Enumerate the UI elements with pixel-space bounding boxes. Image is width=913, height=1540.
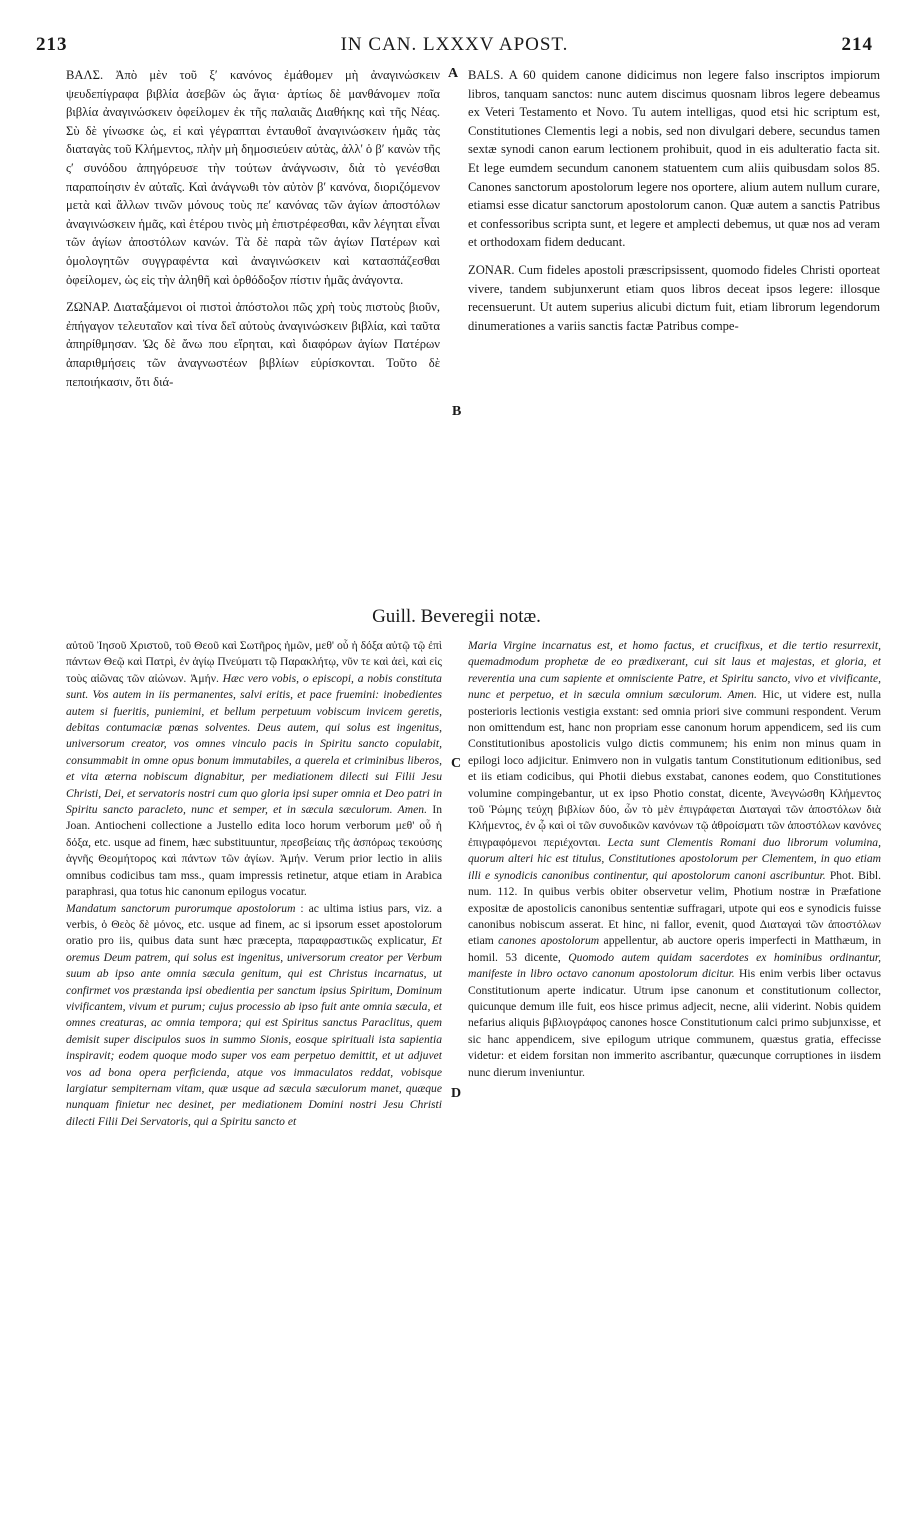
balsamon-greek: ΒΑΛΣ. Ἀπὸ μὲν τοῦ ξʹ κανόνος ἐμάθομεν μὴ ἀναγινώσκειν ψευδεπίγραφα βιβλία ἀσεβῶν ὡς ἅγια· ἀρτίως δὲ μανθάνομεν ποῖα βιβλία ἀναγινώσκειν ὀφείλομεν ἐκ τῆς παλαιᾶς Διαθήκης καὶ τῆς Νέας. Σὺ δὲ γίνωσκε ὡς, εἰ καὶ γέγραπται ἐνταυθοῖ ἀναγινώσκειν ἡμᾶς τὰς διαταγὰς τοῦ Κλήμεντος, πλὴν μὴ δημοσιεύειν αὐτὰς, ἀλλ' ὁ βʹ κανὼν τῆς ςʹ συνόδου ἀπηγόρευσε τὴν τούτων ἀνάγνωσιν, διὰ τὸ γενέσθαι παραποίησιν ἐν αὐταῖς. Καὶ ἀνάγνωθι τὸν αὐτὸν βʹ κανόνα, διοριζόμενον μετὰ καὶ ἄλλων τινῶν μόνους τοὺς πεʹ κανόνας τῶν ἁγίων ἀποστόλων ἀναγινώσκειν ἡμᾶς, καὶ ἑτέρου τινὸς μὴ ἐπιστρέφεσθαι, κἂν λέγηται εἶναι τῶν ἁγίων ἀποστόλων κανών. Τὰ δὲ παρὰ τῶν ἁγίων Πατέρων καὶ ὁμολογητῶν συγγραφέντα καὶ ἀναγινώσκειν καὶ κατασπάζεσθαι ὀφείλομεν, ὡς εἰς τὴν ἀληθῆ καὶ ὀρθόδοξον πίστιν ἡμᾶς ἀνάγοντα. — [66, 68, 440, 287]
notes-left-paragraph-1 — [66, 638, 442, 901]
photius-translation: Lecta sunt Clementis Romani duo librorum volumina, quorum alteri hic est titulus, Constitutiones apostolorum per Clementem, in quo etiam illi e synodicis canonibus continentur, qui apostolorum canoni ascribuntur. — [468, 835, 881, 882]
notes-left-paragraph-2 — [66, 901, 442, 1131]
margin-marker-d: D — [451, 1086, 462, 1101]
commentary-text: Phot. Bibl. num. 112. In quibus verbis obiter observetur velim, Photium nostræ in Præfatione expositæ de apostolicis canonibus sententiæ suffragari, utpote qui eos e synodicis fuisse canonibus nobiscum asserat. Et hinc, ni fallor, evenit, quod Διαταγαὶ τῶν ἀποστόλων etiam — [468, 868, 881, 948]
canones-apostolorum-italic: canones apostolorum — [498, 934, 600, 948]
page-header — [36, 34, 873, 58]
margin-marker-b: B — [452, 404, 462, 419]
notes-section-title: Guill. Beveregii notæ. — [372, 606, 541, 627]
zonaras-greek: ΖΩΝΑΡ. Διαταξάμενοι οἱ πιστοὶ ἀπόστολοι πῶς χρὴ τοὺς πιστοὺς βιοῦν, ἐπήγαγον τελευταῖον καὶ τίνα δεῖ αὐτοὺς ἀναγινώσκειν βιβλία, καὶ ταῦτα ἀπηρίθμησαν. Ὡς δὲ ἄνω που εἴρηται, καὶ διαφόρων ἁγίων Πατέρων ἀπαριθμήσεις τῶν ἀναγνωστέων βιβλίων εὑρίσκονται. Τοῦτο δὲ πεποιήκασιν, ὅτι διά- — [66, 300, 440, 389]
quotation-italic: Quomodo autem quidam sacerdotes ex hominibus ordinantur, manifeste in libro octavo canonum apostolorum dicitur. — [468, 950, 881, 981]
notes-right-column — [468, 638, 881, 1468]
page-number-right: 214 — [841, 34, 873, 55]
commentary-text: : ac ultima istius pars, viz. a verbis, ὁ Θεὸς δὲ μόνος, etc. usque ad finem, ac si ipsorum esset apostolorum oratio pro iis, quibus data sunt hæc præcepta, παραφραστικῶς explicatur, — [66, 901, 442, 948]
greek-doxology: αὐτοῦ Ἰησοῦ Χριστοῦ, τοῦ Θεοῦ καὶ Σωτῆρος ἡμῶν, μεθ' οὗ ἡ δόξα αὐτῷ τῷ ἐπὶ πάντων Θεῷ καὶ Πατρὶ, ἐν ἁγίῳ Πνεύματι τῷ Παρακλήτῳ, νῦν τε καὶ ἀεὶ, καὶ εἰς τοὺς αἰῶνας τῶν αἰώνων. Ἀμήν. — [66, 639, 442, 685]
running-head: IN CAN. LXXXV APOST. — [340, 34, 569, 55]
commentary-text: Hic, ut videre est, nulla posterioris lectionis vestigia exstant: sed omnia priori sive communi respondent. Verum non omittendum est, hanc non propriam esse canonum horum appendicem, sed iis cum Constitutionibus apostolicis vulgo dictis communem; his enim non minus quam in epilogi loco adjicitur. Enimvero non in vulgatis tantum Constitutionum editionibus, sed et iis etiam codicibus, qui Photii diebus exstabat, canones eodem, quo Constitutiones volumine compingebantur, ut ex ipso Photio constat, dicente, Ἀνεγνώσθη Κλήμεντος τοῦ Ῥώμης τεύχη βιβλίων δύο, ὧν τὸ μὲν ἐπιγράφεται Διαταγαὶ τῶν ἀποστόλων διὰ Κλήμεντος, ἐν ᾧ καὶ οἱ τῶν συνοδικῶν κανόνων τῷ ἀθροίσματι τῶν ἀποστόλων κανόνες ἐπιγραφόμενοι περιέχονται. — [468, 688, 881, 849]
page-number-left: 213 — [36, 34, 68, 55]
commentary-text: In Joan. Antiocheni collectione a Justello edita loco horum verborum μεθ' οὗ ἡ δόξα, etc. usque ad finem, hæc substituuntur, πρεσβείαις τῆς ἀσπόρως τεκούσης ἁγνῆς Θεομήτορος καὶ πάντων τῶν ἁγίων. Ἀμήν. Verum prior lectio in aliis omnibus codicibus tam mss., quam impressis retinetur, atque etiam in Arabica paraphrasi, qua totus hic canonum epilogus vocatur. — [66, 803, 442, 899]
arabic-title-italic: Mandatum sanctorum purorumque apostolorum — [66, 901, 296, 915]
greek-commentary-column — [66, 66, 440, 596]
commentary-text: His enim verbis liber octavus Constitutionum aperte indicatur. Utrum ipse canonum et constitutionum collector, quicunque demum ille fuit, eos hisce primus adjecit, necne, alii viderint. Nobis quidem nefarius aliquis βιβλιογράφος canones hosce Constitutionum calci primo subjunxisse, et sic hanc appendicem, sive epilogum utrique communem, quæstus gratia, effecisse videtur: et eidem forsitan non immerito ascribantur, quæcunque corruptiones in iisdem nunc dierum inveniuntur. — [468, 967, 881, 1079]
notes-left-column — [66, 638, 442, 1468]
margin-marker-c: C — [451, 756, 462, 771]
zonaras-latin: ZONAR. Cum fideles apostoli præscripsissent, quomodo fideles Christi oporteat vivere, tandem subjunxerunt etiam quos libros deceat ipsos legere: illosque recensuerunt. Ut autem superius alicubi dictum fuit, etiam librorum legendorum dinumerationes a variis sanctis factæ Patribus compe- — [468, 262, 880, 333]
latin-translation: Hæc vero vobis, o episcopi, a nobis constituta sunt. Vos autem in iis permanentes, salvi eritis, et pace fruemini: inobedientes autem si fueritis, puniemini, et bellum perpetuum vobiscum invicem geretis, debitas contumaciæ pœnas solventes. Deus autem, qui solus est ingenitus, universorum creator, vos omnes vinculo pacis in Spiritu sancto copulabit, consummabit in omne opus bonum immutabiles, a querela et criminibus liberos, et vita æterna nobiscum dignabitur, per mediationem dilecti sui Filii Jesu Christi, Dei, et servatoris nostri cum quo gloria ipsi super omnia et Deo patri in Spiritu sancto paracleto, nunc et semper, et in sæcula sæculorum. Amen. — [66, 671, 442, 817]
arabic-paraphrase-italic: Et oremus Deum patrem, qui solus est ingenitus, universorum creator per Verbum suum ab ipso ante omnia sæcula genitum, qui est Christus incarnatus, ut confirmet vos præstanda ipsi obedientia per sanctum ipsius Spiritum, Dominum vivificantem, vivum et purum; cujus processio ab ipso fuit ante omnia sæcula, et omnes creaturas, ac omnia tempora; qui est Spiritus sanctus Paraclitus, quem demisit super discipulos suos in summo Sionis, eosque spirituali ista sapientia inspiravit; eodem quoque modo super vos eam perpetuo demittit, et ut adjuvet vos ad bona opera perficienda, atque vos immaculatos reddat, vobisque largiatur sempiternam vitam, quæ usque ad sæcula sæculorum manet, quæque nunquam finietur nec desinet, per mediationem Domini nostri Jesu Christi dilecti Filii Dei Servatoris, qui a Spiritu sancto et — [66, 934, 442, 1128]
latin-commentary-column — [468, 66, 880, 596]
arabic-paraphrase-continued: Maria Virgine incarnatus est, et homo factus, et crucifixus, et die tertio resurrexit, quemadmodum prophetæ de eo prædixerant, cui sit laus et majestas, et gloria, et reverentia una cum sapiente et omnisciente Patre, et Spiritu sancto, vivo et vivificante, nunc et perpetuo, et in sæcula omnium sæculorum. Amen. — [468, 639, 881, 702]
commentary-text: appellentur, ab auctore operis imperfecti in Matthæum, in homil. 53 dicente, — [468, 934, 881, 964]
margin-marker-a: A — [448, 66, 459, 81]
balsamon-latin: BALS. A 60 quidem canone didicimus non legere falso inscriptos impiorum libros, tanquam sanctos: nunc autem discimus quosnam libros legere debeamus ex Veteri Testamento et Novo. Tu autem intelligas, quod etsi hic scriptum est, Constitutiones Clementis legi a nobis, sed non divulgari debere, secundus tamen sextæ synodi canon earum lectionem prohibuit, quod in eis adulteratio facta sit. Et lege eumdem secundum canonem statuentem cum aliis quibusdam solos 85. Canones sanctorum apostolorum legere nos oportere, alium autem nullum curare, etiamsi esse dicatur sanctorum apostolorum canon. Quæ autem a sanctis Patribus et confessoribus scripta sunt, et legere et amplecti debemus, ut quæ nos ad veram et orthodoxam fidem deducant. — [468, 68, 880, 250]
notes-right-paragraph — [468, 638, 881, 1081]
